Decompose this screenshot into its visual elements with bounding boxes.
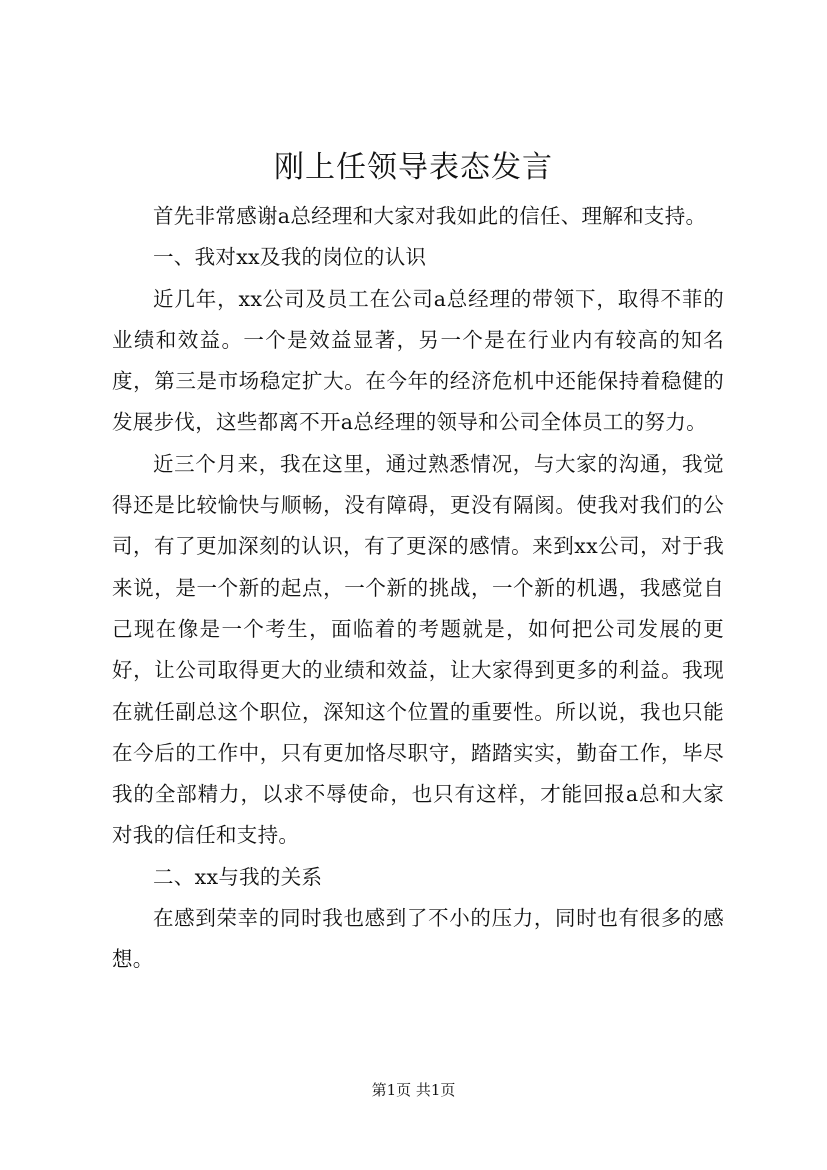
body-paragraph: 近几年，xx公司及员工在公司a总经理的带领下，取得不菲的业绩和效益。一个是效益显著，另一个是在行业内有较高的知名度，第三是市场稳定扩大。在今年的经济危机中还能保持着稳健的发展步伐，这些都离不开a总经理的领导和公司全体员工的努力。 — [112, 286, 724, 435]
intro-paragraph: 首先非常感谢a总经理和大家对我如此的信任、理解和支持。 — [153, 204, 707, 228]
body-paragraph: 近三个月来，我在这里，通过熟悉情况，与大家的沟通，我觉得还是比较愉快与顺畅，没有障碍，更没有隔阂。使我对我们的公司，有了更加深刻的认识，有了更深的感情。来到xx公司，对于我来说，是一个新的起点，一个新的挑战，一个新的机遇，我感觉自己现在像是一个考生，面临着的考题就是，如何把公司发展的更好，让公司取得更大的业绩和效益，让大家得到更多的利益。我现在就任副总这个职位，深知这个位置的重要性。所以说，我也只能在今后的工作中，只有更加恪尽职守，踏踏实实，勤奋工作，毕尽我的全部精力，以求不辱使命，也只有这样，才能回报a总和大家对我的信任和支持。 — [112, 451, 724, 848]
document-body — [112, 196, 724, 981]
page-number-footer: 第1页 共1页 — [371, 1081, 456, 1099]
section-heading-2: 二、xx与我的关系 — [153, 864, 323, 889]
document-title: 刚上任领导表态发言 — [274, 150, 553, 185]
body-paragraph: 在感到荣幸的同时我也感到了不小的压力，同时也有很多的感想。 — [112, 906, 724, 972]
section-heading-1: 一、我对xx及我的岗位的认识 — [153, 245, 427, 270]
